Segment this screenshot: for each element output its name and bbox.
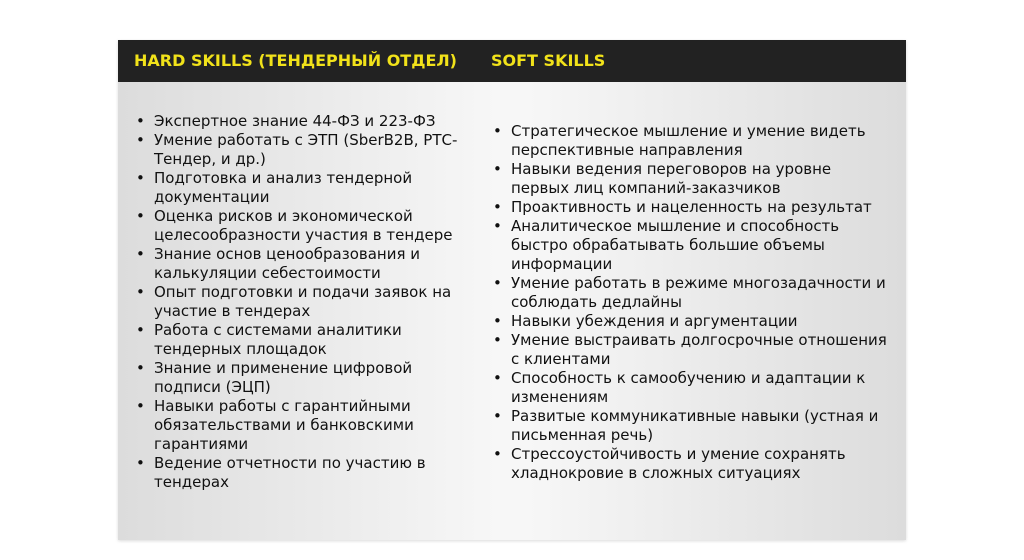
soft-skills-heading: SOFT SKILLS	[491, 51, 606, 70]
hard-skill-item: • Подготовка и анализ тендерной документации	[134, 169, 464, 207]
hard-skill-item: • Оценка рисков и экономической целесообразности участия в тендере	[134, 207, 464, 245]
soft-skill-item: • Стрессоустойчивость и умение сохранять хладнокровие в сложных ситуациях	[491, 445, 891, 483]
soft-skill-item: • Стратегическое мышление и умение видеть перспективные направления	[491, 122, 891, 160]
soft-skill-item: • Развитые коммуникативные навыки (устная и письменная речь)	[491, 407, 891, 445]
table-body	[118, 82, 906, 540]
soft-skill-item: • Проактивность и нацеленность на результат	[491, 198, 891, 217]
hard-skills-list	[134, 112, 464, 492]
soft-skill-item: • Навыки убеждения и аргументации	[491, 312, 891, 331]
hard-skill-item: • Знание и применение цифровой подписи (ЭЦП)	[134, 359, 464, 397]
hard-skill-item: • Навыки работы с гарантийными обязательствами и банковскими гарантиями	[134, 397, 464, 454]
skills-table	[118, 40, 906, 540]
hard-skill-item: • Умение работать с ЭТП (SberB2B, РТС-Тендер, и др.)	[134, 131, 464, 169]
table-header	[118, 40, 906, 82]
soft-skill-item: • Умение выстраивать долгосрочные отношения с клиентами	[491, 331, 891, 369]
hard-skills-heading: HARD SKILLS (ТЕНДЕРНЫЙ ОТДЕЛ)	[134, 51, 457, 70]
hard-skill-item: • Знание основ ценообразования и калькуляции себестоимости	[134, 245, 464, 283]
soft-skill-item: • Аналитическое мышление и способность быстро обрабатывать большие объемы информации	[491, 217, 891, 274]
hard-skill-item: • Ведение отчетности по участию в тендерах	[134, 454, 464, 492]
hard-skill-item: • Опыт подготовки и подачи заявок на участие в тендерах	[134, 283, 464, 321]
hard-skill-item: • Работа с системами аналитики тендерных площадок	[134, 321, 464, 359]
soft-skill-item: • Навыки ведения переговоров на уровне первых лиц компаний-заказчиков	[491, 160, 891, 198]
soft-skill-item: • Способность к самообучению и адаптации к изменениям	[491, 369, 891, 407]
soft-skill-item: • Умение работать в режиме многозадачности и соблюдать дедлайны	[491, 274, 891, 312]
soft-skills-list	[491, 122, 891, 483]
hard-skill-item: • Экспертное знание 44-ФЗ и 223-ФЗ	[134, 112, 464, 131]
